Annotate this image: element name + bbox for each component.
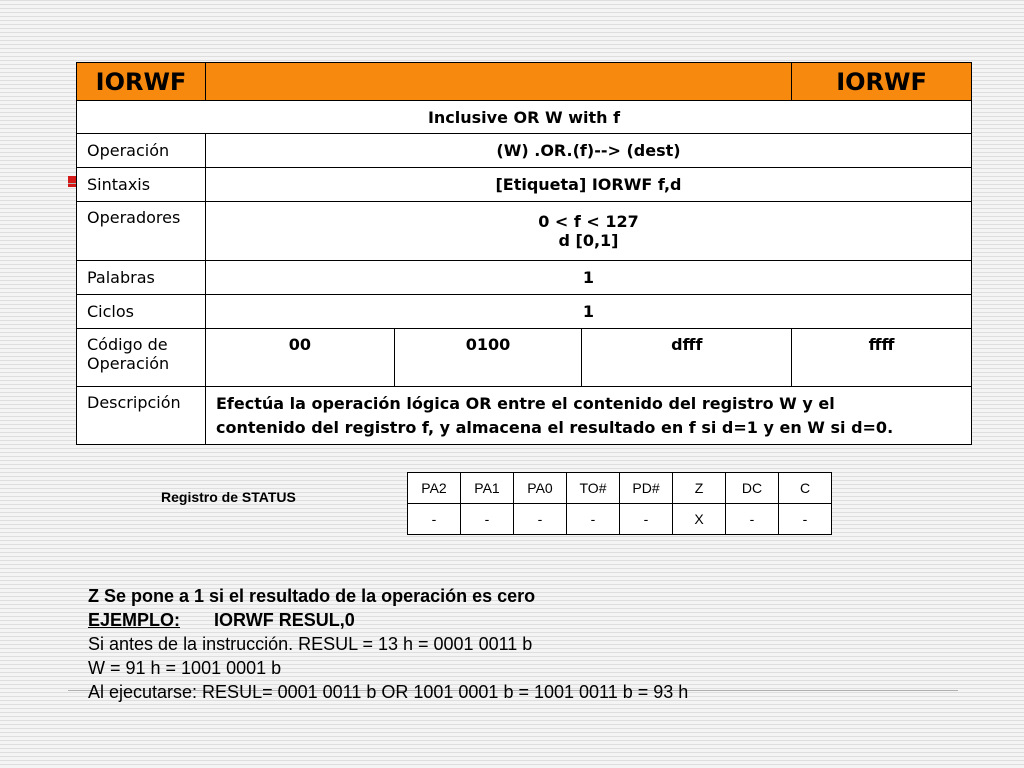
note-zero-flag: Z Se pone a 1 si el resultado de la operación es cero: [88, 586, 536, 606]
descripcion-line1: Efectúa la operación lógica OR entre el contenido del registro W y el: [215, 393, 835, 413]
header-right-title: IORWF: [792, 63, 972, 101]
operacion-label: Operación: [77, 134, 206, 168]
instruction-table: [76, 62, 972, 445]
ciclos-label: Ciclos: [77, 295, 206, 329]
descripcion-label: Descripción: [77, 387, 206, 445]
codigo-label-line2: Operación: [87, 354, 170, 373]
status-header-z: Z: [673, 473, 726, 504]
status-value-pa1: -: [461, 504, 514, 535]
status-header-pa2: PA2: [408, 473, 461, 504]
status-value-to: -: [567, 504, 620, 535]
codigo-value-3: dfff: [582, 329, 792, 387]
status-register-table: [407, 472, 832, 535]
descripcion-text: [205, 387, 971, 445]
operadores-line1: 0 < f < 127: [538, 212, 639, 231]
example-line: [88, 608, 688, 632]
subtitle: Inclusive OR W with f: [77, 101, 972, 134]
operadores-line2: d [0,1]: [558, 231, 619, 250]
palabras-value: 1: [205, 261, 971, 295]
ciclos-value: 1: [205, 295, 971, 329]
note-result: Al ejecutarse: RESUL= 0001 0011 b OR 1001 0001 b = 1001 0011 b = 93 h: [88, 682, 689, 702]
status-header-to: TO#: [567, 473, 620, 504]
header-left-title: IORWF: [77, 63, 206, 101]
status-value-z: X: [673, 504, 726, 535]
header-row: [77, 63, 972, 101]
note-before: Si antes de la instrucción. RESUL = 13 h = 0001 0011 b: [88, 634, 533, 654]
example-value: IORWF RESUL,0: [214, 610, 355, 630]
codigo-value-4: ffff: [792, 329, 972, 387]
status-register-label: Registro de STATUS: [161, 489, 296, 505]
codigo-label-line1: Código de: [87, 335, 168, 354]
sintaxis-label: Sintaxis: [77, 168, 206, 202]
status-header-c: C: [779, 473, 832, 504]
status-value-pa2: -: [408, 504, 461, 535]
status-header-pa1: PA1: [461, 473, 514, 504]
descripcion-line2: contenido del registro f, y almacena el resultado en f si d=1 y en W si d=0.: [215, 417, 894, 437]
status-value-pd: -: [620, 504, 673, 535]
example-label: EJEMPLO:: [88, 610, 181, 630]
operacion-value: (W) .OR.(f)--> (dest): [205, 134, 971, 168]
status-value-c: -: [779, 504, 832, 535]
status-value-dc: -: [726, 504, 779, 535]
palabras-label: Palabras: [77, 261, 206, 295]
status-value-row: [408, 504, 832, 535]
header-middle: [205, 63, 791, 101]
status-header-pa0: PA0: [514, 473, 567, 504]
codigo-value-1: 00: [205, 329, 394, 387]
notes-block: [88, 584, 688, 704]
codigo-value-2: 0100: [394, 329, 582, 387]
status-header-dc: DC: [726, 473, 779, 504]
operadores-value: [205, 202, 971, 261]
status-header-pd: PD#: [620, 473, 673, 504]
note-w-value: W = 91 h = 1001 0001 b: [88, 658, 282, 678]
codigo-label: [77, 329, 206, 387]
status-header-row: [408, 473, 832, 504]
sintaxis-value: [Etiqueta] IORWF f,d: [205, 168, 971, 202]
operadores-label: Operadores: [77, 202, 206, 261]
status-value-pa0: -: [514, 504, 567, 535]
